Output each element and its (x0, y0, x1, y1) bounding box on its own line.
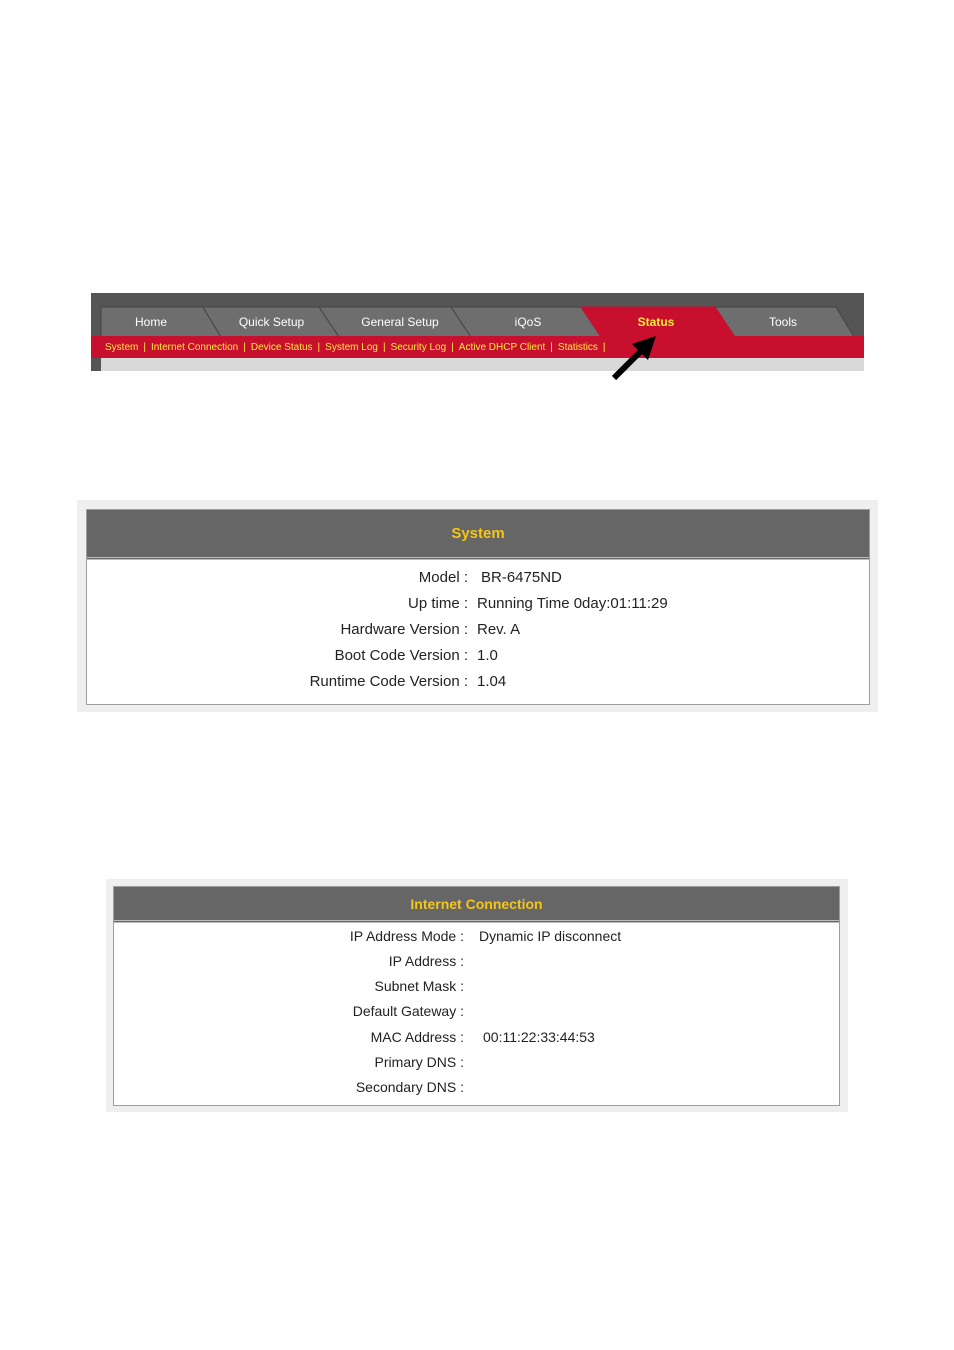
internet-row-secondary-dns (114, 1079, 839, 1099)
hardware-version-value: Rev. A (477, 621, 521, 638)
internet-row-primary-dns (114, 1054, 839, 1074)
hardware-version-label: Hardware Version : (340, 621, 468, 638)
subnav-system-log[interactable]: System Log (325, 341, 378, 353)
tab-home[interactable]: Home (134, 315, 167, 329)
internet-row-subnet-mask (114, 978, 839, 998)
tab-tools[interactable]: Tools (768, 315, 797, 329)
boot-code-version-value: 1.0 (477, 647, 498, 664)
status-subnav: System | Internet Connection | Device Status | System Log | Security Log | Active DHCP Client | Statistics | (91, 336, 864, 358)
runtime-code-version-value: 1.04 (477, 673, 507, 690)
system-row-boot-code-version (87, 647, 869, 667)
ip-address-mode-value: Dynamic IP disconnect (479, 928, 622, 944)
ip-address-mode-label: IP Address Mode : (349, 928, 464, 944)
mac-address-label: MAC Address : (370, 1029, 464, 1045)
internet-row-mac-address (114, 1029, 839, 1049)
tab-status[interactable]: Status (637, 315, 675, 329)
system-row-runtime-code-version (87, 673, 869, 693)
internet-row-ip-address (114, 953, 839, 973)
uptime-value: Running Time 0day:01:11:29 (477, 595, 668, 612)
nav-bottom-strip (101, 358, 864, 371)
subnav-active-dhcp-client[interactable]: Active DHCP Client (458, 341, 546, 353)
model-value: BR-6475ND (481, 569, 562, 586)
arrow-icon (608, 330, 664, 386)
secondary-dns-label: Secondary DNS : (355, 1079, 464, 1095)
system-row-uptime (87, 595, 869, 615)
internet-connection-panel (113, 886, 840, 1106)
mac-address-value: 00:11:22:33:44:53 (483, 1029, 595, 1045)
uptime-label: Up time : (407, 595, 468, 612)
default-gateway-label: Default Gateway : (352, 1003, 464, 1019)
tab-general-setup[interactable]: General Setup (361, 315, 439, 329)
boot-code-version-label: Boot Code Version : (334, 647, 468, 664)
system-row-hardware-version (87, 621, 869, 641)
internet-row-ip-address-mode (114, 928, 839, 948)
subnav-device-status[interactable]: Device Status (250, 341, 313, 353)
runtime-code-version-label: Runtime Code Version : (309, 673, 468, 690)
subnav-system[interactable]: System (105, 341, 139, 353)
tab-quick-setup[interactable]: Quick Setup (238, 315, 305, 329)
subnet-mask-label: Subnet Mask : (374, 978, 464, 994)
tab-iqos[interactable]: iQoS (514, 315, 542, 329)
system-row-model (87, 569, 869, 589)
internet-row-default-gateway (114, 1003, 839, 1023)
system-panel-title: System (87, 510, 869, 560)
subnav-statistics[interactable]: Statistics (557, 341, 598, 353)
subnav-internet-connection[interactable]: Internet Connection (150, 341, 239, 353)
router-nav-bar (91, 293, 864, 371)
model-label: Model : (418, 569, 468, 586)
primary-dns-label: Primary DNS : (374, 1054, 464, 1070)
ip-address-label: IP Address : (388, 953, 464, 969)
subnav-security-log[interactable]: Security Log (390, 341, 447, 353)
system-panel (86, 509, 870, 705)
internet-panel-title: Internet Connection (114, 887, 839, 923)
